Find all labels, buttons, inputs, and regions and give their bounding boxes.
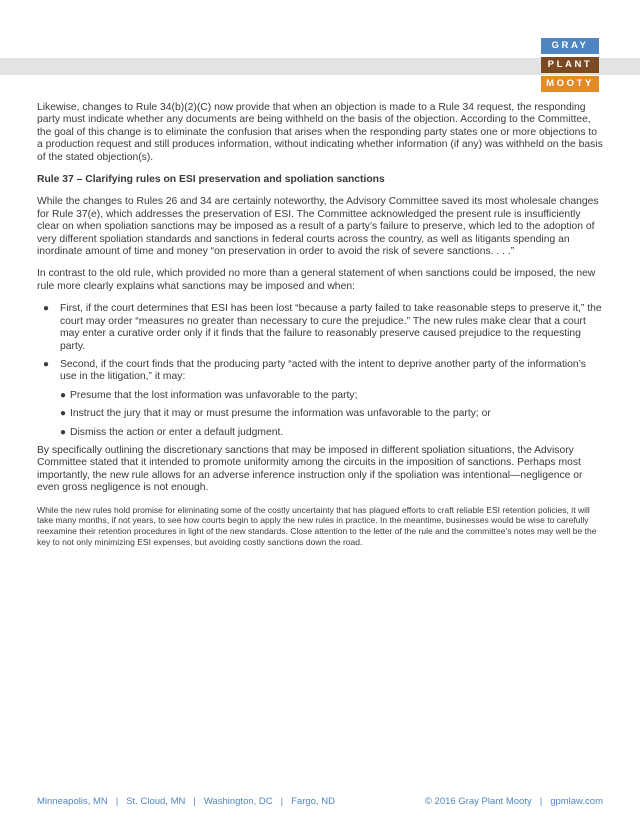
bullet-icon: ● [60,426,67,438]
logo-line-mooty: MOOTY [541,76,599,92]
footer-copyright: © 2016 Gray Plant Mooty [424,796,532,807]
paragraph-conclusion: While the new rules hold promise for eliminating some of the costly uncertainty that has plagued efforts to craft reliable ESI retention policies, it will take many months, if not years, to see how courts begin to apply the new rules in practice. In the meantime, businesses would be wise to carefully reexamine their retention procedures in light of the new standards. Close attention to the letter of the rule and the committee’s notes may well be the key to not only minimizing ESI expenses, but avoiding costly sanctions down the road. [37,504,597,547]
paragraph-uniformity: By specifically outlining the discretionary sanctions that may be imposed in different spoliation situations, the Advisory Committee stated that it intended to promote uniformity among the circuits in the imposition of sanctions. Perhaps most importantly, the new rule allows for an adverse inference instruction only if the spoliation was intentional—negligence or even gross negligence is not enough. [37,444,583,494]
bullet-icon: ● [43,358,50,370]
footer-copyright-block [425,796,603,807]
bullet-icon: ● [43,303,50,315]
paragraph-rule-34: Likewise, changes to Rule 34(b)(2)(C) now provide that when an objection is made to a Rule 34 request, the responding party must indicate whether any documents are being withheld on the basis of the objection. According to the Committee, the goal of this change is to eliminate the confusion that arises when the responding party states one or more objections to a production request and still produces information, without indicating whether information (if any) was withheld on the basis of the stated objection(s). [37,102,603,163]
list-item [37,303,603,353]
logo-line-plant: PLANT [541,57,599,73]
bullet-icon: ● [60,408,67,420]
bullet-icon: ● [60,389,67,401]
paragraph-rule-37-intro: While the changes to Rules 26 and 34 are certainly noteworthy, the Advisory Committee saved its most wholesale changes for Rule 37(e), which addresses the preservation of ESI. The Committee acknowledged the present rule is insufficiently clear on when spoliation sanctions may be imposed as a result of a party’s failure to preserve, which led to the adoption of very different spoliation standards and sanctions in federal courts across the country, as well as litigants spending an inordinate amount of time and money “on preservation in order to avoid the risk of severe sanctions. . . .” [37,196,599,258]
footer-separator: | [280,796,284,807]
footer-separator: | [115,796,119,807]
article-body [37,102,603,547]
sub-sanctions-list [60,390,603,439]
footer-separator: | [193,796,196,807]
footer-office-link[interactable]: Washington, DC [203,796,273,807]
footer-office-link[interactable]: St. Cloud, MN [126,796,186,807]
list-item-text: First, if the court determines that ESI has been lost “because a party failed to take reasonable steps to preserve it,” the court may order “measures no greater than necessary to cure the prejudice.” The new rules make clear that a court may enter a curative order only if it finds that the failure to reasonably preserve caused prejudice to the requesting party. [60,303,602,352]
section-heading-rule-37: Rule 37 – Clarifying rules on ESI preservation and spoliation sanctions [37,174,385,186]
list-item-text: Second, if the court finds that the producing party “acted with the intent to deprive another party of the information’s use in the litigation,” it may: [60,358,586,383]
sub-list-item [60,427,603,439]
sub-list-item-text: Presume that the lost information was unfavorable to the party; [70,389,358,401]
sanctions-list [37,303,603,439]
sub-list-item-text: Dismiss the action or enter a default judgment. [70,426,284,438]
logo-line-gray: GRAY [541,38,599,54]
footer-website-link[interactable]: gpmlaw.com [550,796,603,807]
sub-list-item [60,390,603,402]
list-item [37,359,603,439]
firm-logo [541,38,599,95]
paragraph-new-rule-contrast: In contrast to the old rule, which provided no more than a general statement of when sanctions could be imposed, the new rule more clearly explains what sanctions may be imposed and when: [37,268,596,292]
footer-office-link[interactable]: Minneapolis, MN [37,796,108,807]
footer-offices [37,796,335,807]
sub-list-item-text: Instruct the jury that it may or must presume the information was unfavorable to the party; or [70,408,491,420]
footer-separator: | [539,796,543,807]
footer-office-link[interactable]: Fargo, ND [291,796,335,807]
sub-list-item [60,408,603,420]
